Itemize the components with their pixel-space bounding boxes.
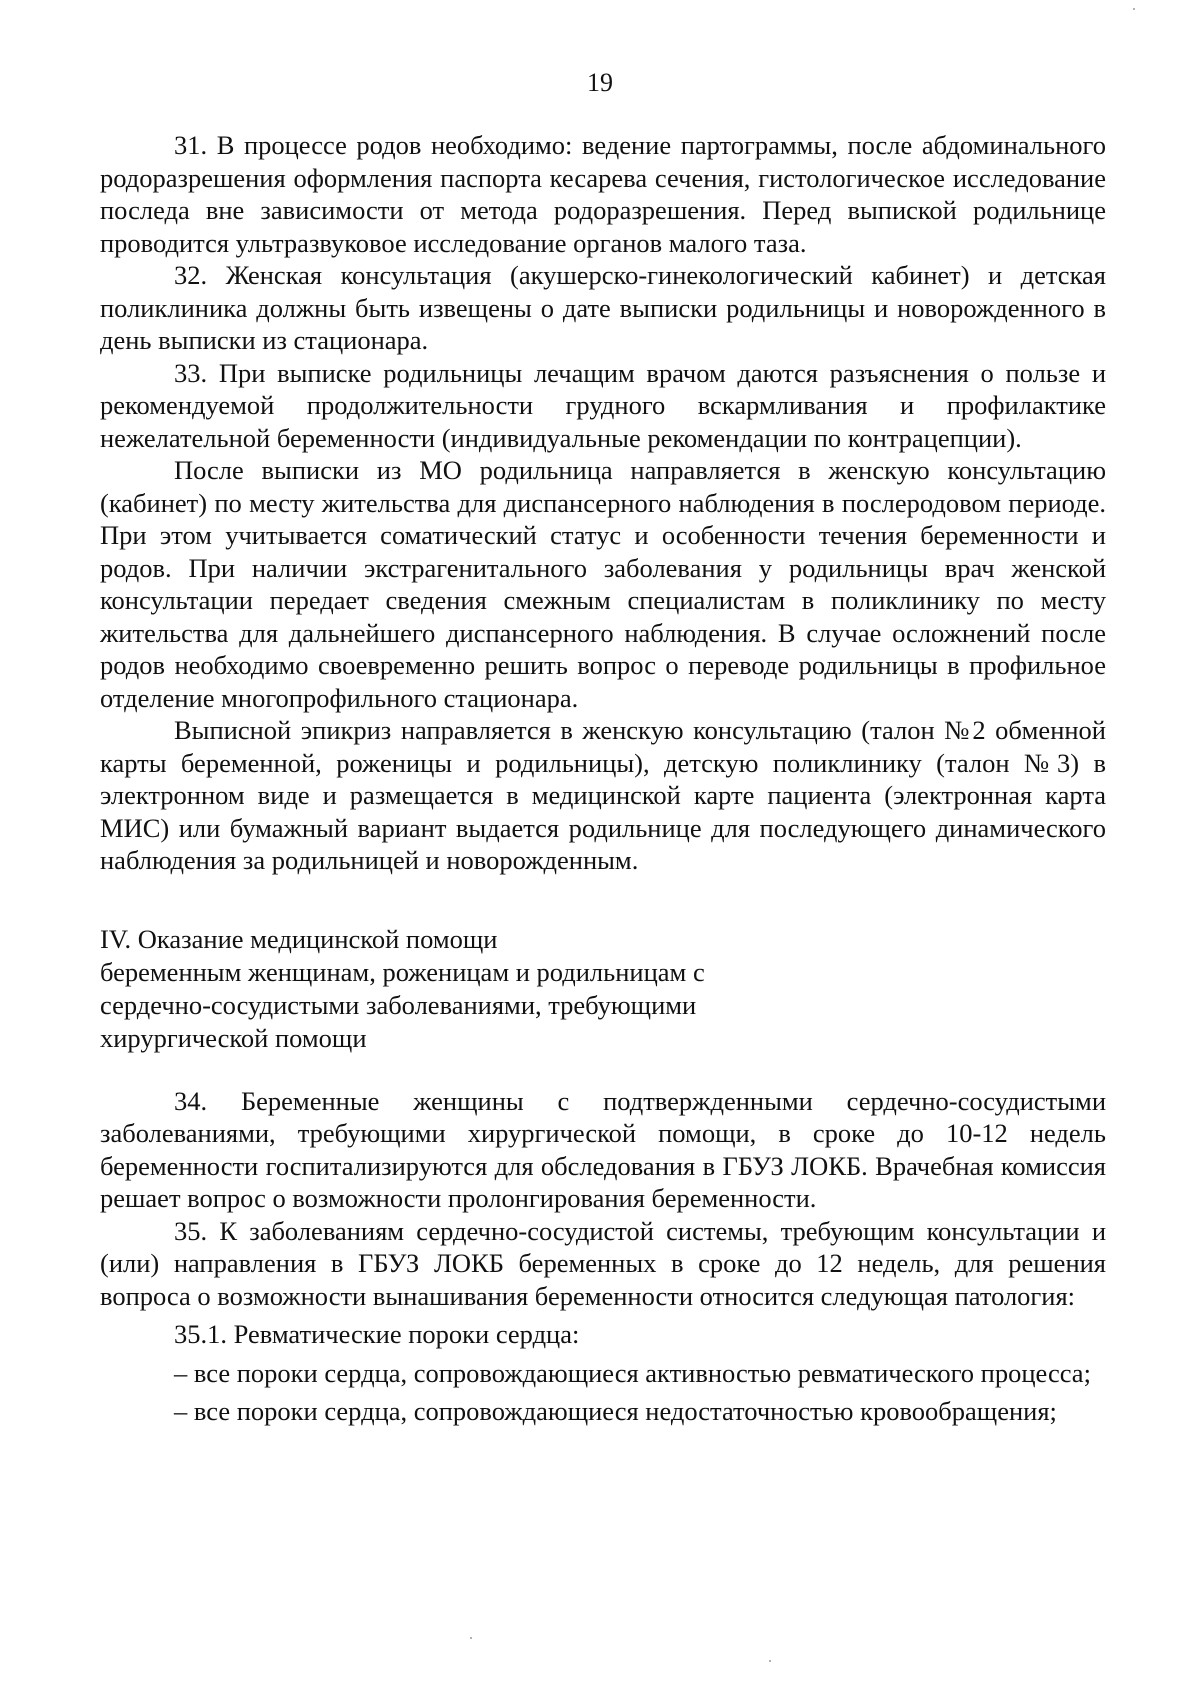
- scan-speck: [470, 1637, 472, 1639]
- scan-speck: [1133, 8, 1135, 10]
- paragraph-35-1: 35.1. Ревматические пороки сердца:: [174, 1319, 580, 1349]
- section-heading-line-3: сердечно-сосудистыми заболеваниями, требующими: [100, 989, 697, 1020]
- section-heading-line-1: IV. Оказание медицинской помощи: [100, 923, 498, 954]
- paragraph-33-epicrisis: Выписной эпикриз направляется в женскую консультацию (талон №2 обменной карты беременной, роженицы и родильницы), детскую поликлинику (талон №3) в электронном виде и размещается в медицинской карте пациента (электронная карта МИС) или бумажный вариант выдается родильнице для последующего динамического наблюдения за родильницей и новорожденным.: [100, 715, 1106, 875]
- section-heading-line-2: беременным женщинам, роженицам и родильницам с: [100, 956, 705, 987]
- paragraph-32: 32. Женская консультация (акушерско-гинекологический кабинет) и детская поликлиника должны быть извещены о дате выписки родильницы и новорожденного в день выписки из стационара.: [100, 260, 1106, 355]
- document-body: [100, 129, 1106, 1428]
- list-item-1: – все пороки сердца, сопровождающиеся активностью ревматического процесса;: [174, 1357, 1091, 1388]
- list-item-2: – все пороки сердца, сопровождающиеся недостаточностью кровообращения;: [174, 1396, 1057, 1426]
- paragraph-35: 35. К заболеваниям сердечно-сосудистой системы, требующим консультации и (или) направления в ГБУЗ ЛОКБ беременных в сроке до 12 недель, для решения вопроса о возможности вынашивания беременности относится следующая патология:: [100, 1215, 1106, 1311]
- paragraph-33: 33. При выписке родильницы лечащим врачом даются разъяснения о пользе и рекомендуемой продолжительности грудного вскармливания и профилактике нежелательной беременности (индивидуальные рекомендации по контрацепции).: [100, 357, 1106, 453]
- paragraph-33-discharge: После выписки из МО родильница направляется в женскую консультацию (кабинет) по месту жительства для диспансерного наблюдения в послеродовом периоде. При этом учитывается соматический статус и особенности течения беременности и родов. При наличии экстрагенитального заболевания у родильницы врач женской консультации передает сведения смежным специалистам в поликлинику по месту жительства для дальнейшего диспансерного наблюдения. В случае осложнений после родов необходимо своевременно решить вопрос о переводе родильницы в профильное отделение многопрофильного стационара.: [100, 455, 1106, 713]
- page-number: 19: [587, 68, 613, 97]
- paragraph-34: 34. Беременные женщины с подтвержденными сердечно-сосудистыми заболеваниями, требующими хирургической помощи, в сроке до 10-12 недель беременности госпитализируются для обследования в ГБУЗ ЛОКБ. Врачебная комиссия решает вопрос о возможности пролонгирования беременности.: [100, 1085, 1106, 1213]
- section-heading: [100, 923, 1106, 1055]
- scan-speck: [769, 1660, 771, 1662]
- section-heading-line-4: хирургической помощи: [100, 1022, 367, 1053]
- paragraph-31: 31. В процессе родов необходимо: ведение партограммы, после абдоминального родоразрешения оформления паспорта кесарева сечения, гистологическое исследование последа вне зависимости от метода родоразрешения. Перед выпиской родильнице проводится ультразвуковое исследование органов малого таза.: [100, 130, 1106, 258]
